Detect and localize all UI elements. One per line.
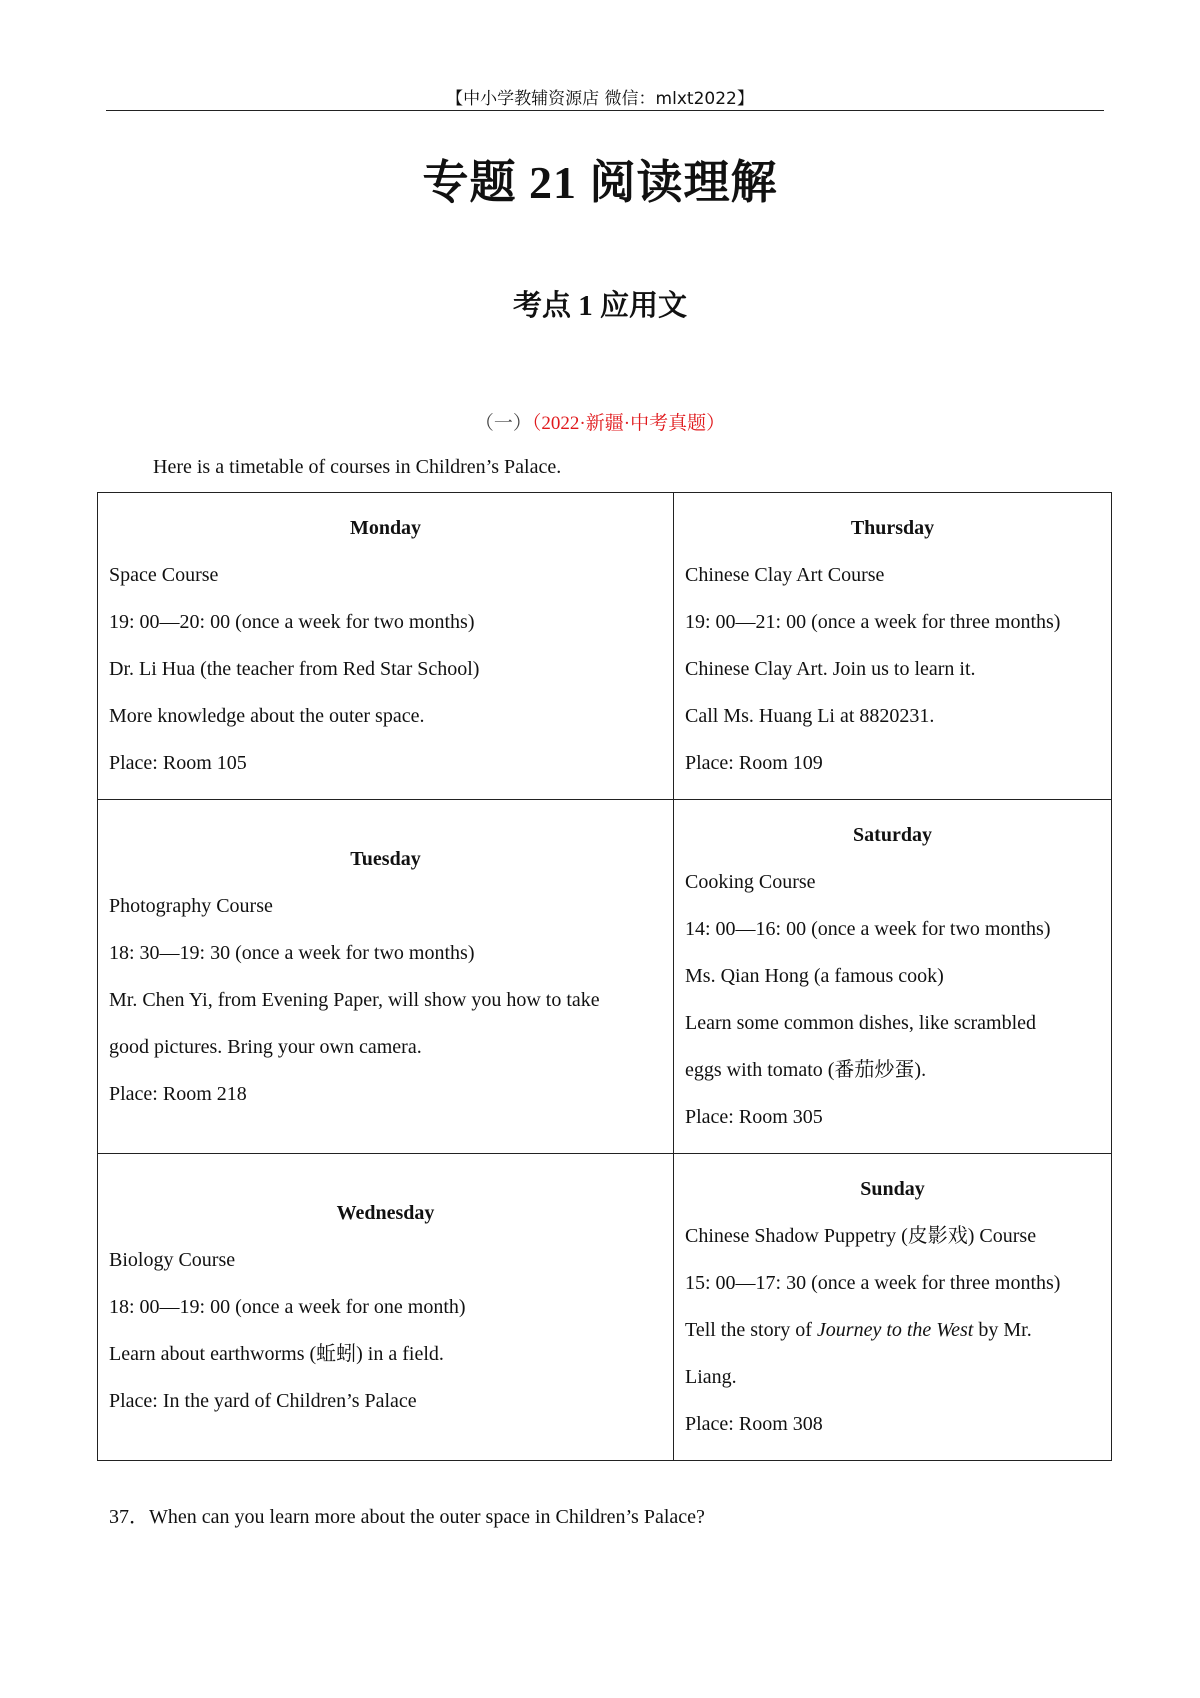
course-name: Cooking Course: [685, 871, 816, 893]
course-place: Place: Room 105: [109, 752, 247, 774]
header-divider: [106, 110, 1104, 111]
cell-saturday: [674, 800, 1112, 1154]
course-teacher: Dr. Li Hua (the teacher from Red Star School): [109, 658, 480, 680]
course-description: Learn some common dishes, like scrambled eggs with tomato (番茄炒蛋).: [685, 1012, 1037, 1081]
course-time: 18: 00—19: 00 (once a week for one month): [109, 1295, 466, 1318]
course-description: Mr. Chen Yi, from Evening Paper, will show you how to take good pictures. Bring your own camera.: [109, 988, 600, 1058]
cell-monday: [98, 493, 674, 800]
page-title: 专题 21 阅读理解: [422, 157, 778, 208]
timetable-row: [98, 800, 1112, 1154]
course-time: 19: 00—20: 00 (once a week for two months): [109, 611, 475, 633]
source-label: （2022·新疆·中考真题）: [531, 413, 726, 434]
day-heading: Saturday: [853, 824, 932, 846]
question-source: [0, 408, 1200, 435]
course-description: [685, 1307, 1100, 1401]
story-before: Tell the story of: [685, 1319, 817, 1341]
timetable-row: [98, 1154, 1112, 1461]
course-name: Chinese Shadow Puppetry (皮影戏) Course: [685, 1225, 1037, 1247]
course-time: 15: 00—17: 30 (once a week for three months): [685, 1272, 1061, 1294]
story-title: Journey to the West: [816, 1319, 974, 1341]
day-heading: Tuesday: [350, 847, 421, 870]
day-heading: Monday: [349, 517, 422, 539]
course-time: 19: 00—21: 00 (once a week for three months): [685, 611, 1061, 633]
question-text: When can you learn more about the outer space in Children’s Palace?: [149, 1506, 705, 1528]
cell-sunday: [674, 1154, 1112, 1461]
page-header: 【中小学教辅资源店 微信：mlxt2022】: [446, 89, 754, 109]
course-place: Place: Room 308: [685, 1413, 823, 1435]
course-description: More knowledge about the outer space.: [109, 705, 425, 727]
source-prefix: （一）: [474, 413, 532, 434]
intro-text: Here is a timetable of courses in Children’s Palace.: [153, 456, 562, 478]
course-contact: Call Ms. Huang Li at 8820231.: [685, 705, 935, 727]
course-time: 14: 00—16: 00 (once a week for two months): [685, 918, 1051, 940]
course-description: Learn about earthworms (蚯蚓) in a field.: [109, 1342, 444, 1365]
day-heading: Wednesday: [336, 1201, 435, 1224]
section-subtitle: 考点 1 应用文: [512, 290, 687, 322]
story-after: by Mr. Liang.: [685, 1319, 1032, 1388]
question-number: 37．: [109, 1506, 149, 1528]
course-teacher: Ms. Qian Hong (a famous cook): [685, 965, 944, 987]
course-place: Place: In the yard of Children’s Palace: [109, 1389, 417, 1412]
course-name: Photography Course: [109, 894, 273, 917]
cell-tuesday: [98, 800, 674, 1154]
course-name: Biology Course: [109, 1248, 236, 1271]
course-description: Chinese Clay Art. Join us to learn it.: [685, 658, 976, 680]
course-place: Place: Room 218: [109, 1082, 247, 1105]
course-time: 18: 30—19: 30 (once a week for two months): [109, 941, 475, 964]
course-place: Place: Room 109: [685, 752, 823, 774]
course-place: Place: Room 305: [685, 1106, 823, 1128]
day-heading: Sunday: [860, 1178, 925, 1200]
question-37: [109, 1500, 705, 1529]
cell-thursday: [674, 493, 1112, 800]
day-heading: Thursday: [850, 517, 935, 539]
cell-wednesday: [98, 1154, 674, 1461]
timetable-row: [98, 493, 1112, 800]
course-name: Chinese Clay Art Course: [685, 564, 885, 586]
course-name: Space Course: [109, 564, 219, 586]
course-timetable: [97, 492, 1112, 1461]
